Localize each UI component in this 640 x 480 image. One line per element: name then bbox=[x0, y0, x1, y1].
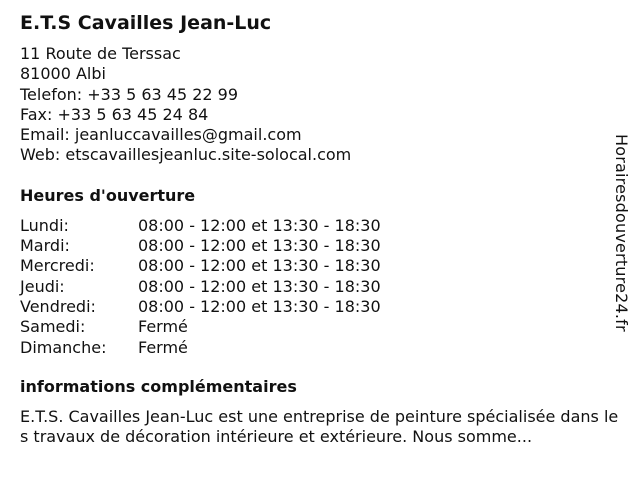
address-line-1: 11 Route de Terssac bbox=[20, 44, 181, 63]
hours-time: 08:00 - 12:00 et 13:30 - 18:30 bbox=[138, 215, 381, 235]
hours-row-friday bbox=[20, 297, 620, 317]
hours-time: 08:00 - 12:00 et 13:30 - 18:30 bbox=[138, 296, 381, 316]
hours-table bbox=[20, 216, 620, 358]
hours-row-sunday bbox=[20, 338, 620, 358]
info-description: E.T.S. Cavailles Jean-Luc est une entreprise de peinture spécialisée dans les travaux de décoration intérieure et extérieure. Nous somme... bbox=[20, 406, 619, 447]
address-line-2: 81000 Albi bbox=[20, 64, 106, 84]
hours-row-thursday bbox=[20, 277, 620, 297]
hours-day: Dimanche: bbox=[20, 337, 107, 357]
hours-day: Jeudi: bbox=[20, 276, 65, 296]
hours-row-saturday bbox=[20, 317, 620, 337]
hours-row-monday bbox=[20, 216, 620, 236]
hours-day: Lundi: bbox=[20, 215, 69, 235]
site-watermark: Horairesdouverture24.fr bbox=[612, 134, 631, 332]
hours-time: 08:00 - 12:00 et 13:30 - 18:30 bbox=[138, 256, 381, 276]
web-line: Web: etscavaillesjeanluc.site-solocal.com bbox=[20, 145, 352, 165]
hours-heading: Heures d'ouverture bbox=[20, 185, 196, 205]
hours-day: Vendredi: bbox=[20, 296, 96, 316]
hours-day: Samedi: bbox=[20, 317, 86, 337]
phone-line: Telefon: +33 5 63 45 22 99 bbox=[20, 84, 239, 104]
email-line: Email: jeanluccavailles@gmail.com bbox=[20, 125, 302, 145]
fax-line: Fax: +33 5 63 45 24 84 bbox=[20, 104, 209, 124]
hours-time: 08:00 - 12:00 et 13:30 - 18:30 bbox=[138, 276, 381, 296]
hours-time: Fermé bbox=[138, 337, 188, 357]
hours-time: 08:00 - 12:00 et 13:30 - 18:30 bbox=[138, 236, 381, 256]
hours-time: Fermé bbox=[138, 317, 188, 337]
hours-row-tuesday bbox=[20, 236, 620, 256]
info-heading: informations complémentaires bbox=[20, 376, 297, 396]
contact-block bbox=[20, 44, 620, 166]
business-card bbox=[20, 10, 620, 448]
hours-day: Mardi: bbox=[20, 236, 70, 256]
hours-row-wednesday bbox=[20, 256, 620, 276]
hours-day: Mercredi: bbox=[20, 256, 95, 276]
business-name: E.T.S Cavailles Jean-Luc bbox=[20, 12, 272, 34]
